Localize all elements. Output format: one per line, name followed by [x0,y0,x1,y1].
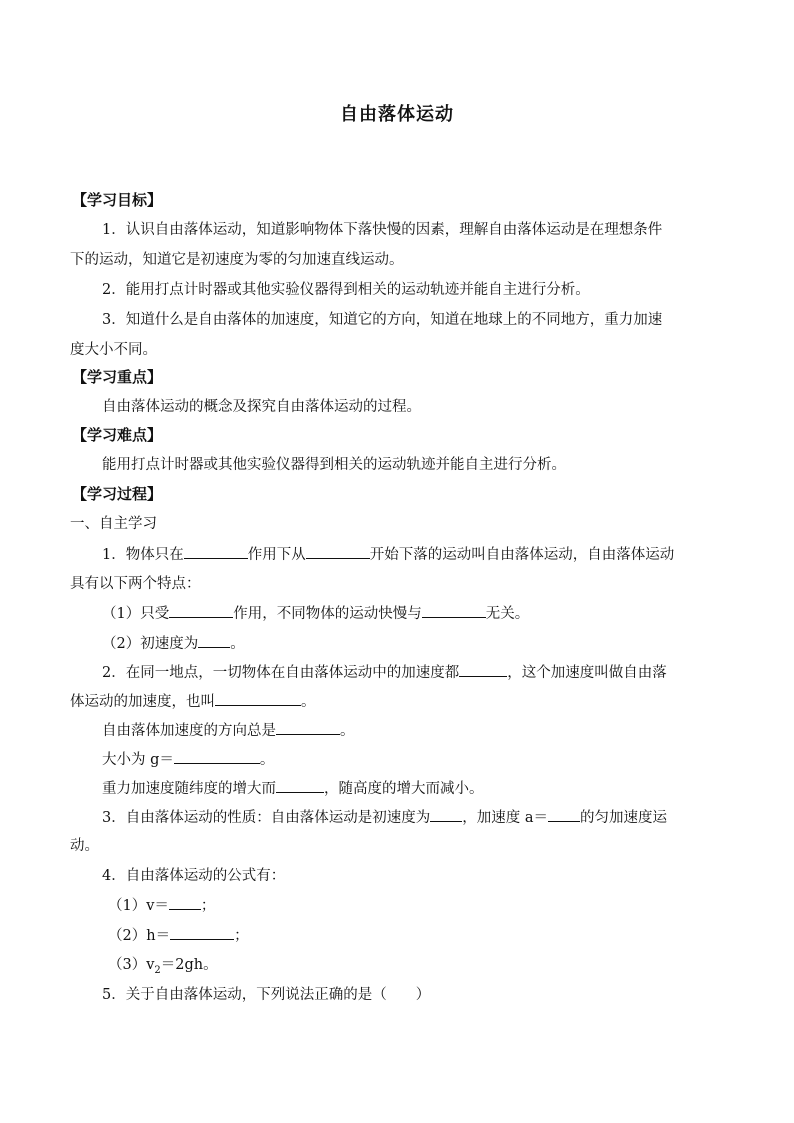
fill-blank[interactable] [198,633,230,648]
question-1-line-1: 1．物体只在 作用下从 开始下落的运动叫自由落体运动，自由落体运动 [102,544,674,565]
fill-blank[interactable] [422,603,486,618]
section-heading-key: 【学习重点】 [72,368,163,386]
difficulty-text: 能用打点计时器或其他实验仪器得到相关的运动轨迹并能自主进行分析。 [102,457,566,473]
fill-blank[interactable] [276,720,340,735]
goal-1-line-1: 1．认识自由落体运动，知道影响物体下落快慢的因素，理解自由落体运动是在理想条件 [102,222,663,238]
question-1-point-2: （2）初速度为 。 [102,633,245,654]
fill-blank[interactable] [430,807,462,822]
part-1-heading: 一、自主学习 [70,516,157,532]
fill-blank[interactable] [306,544,370,559]
question-2-magnitude: 大小为 g＝ 。 [102,749,274,770]
question-3-line-1: 3．自由落体运动的性质：自由落体运动是初速度为 ，加速度 a＝ 的匀加速度运 [102,807,667,828]
fill-blank[interactable] [276,778,324,793]
question-2-latitude: 重力加速度随纬度的增大而 ，随高度的增大而减小。 [102,778,484,799]
fill-blank[interactable] [215,691,301,706]
question-3-line-2: 动。 [70,838,99,854]
question-2-line-2: 体运动的加速度，也叫 。 [70,691,316,712]
key-points-text: 自由落体运动的概念及探究自由落体运动的过程。 [102,399,421,415]
fill-blank[interactable] [174,749,260,764]
question-2-line-1: 2．在同一地点，一切物体在自由落体运动中的加速度都 ，这个加速度叫做自由落 [102,662,667,683]
fill-blank[interactable] [459,662,507,677]
fill-blank[interactable] [170,925,234,940]
goal-3-line-1: 3．知道什么是自由落体的加速度，知道它的方向，知道在地球上的不同地方，重力加速 [102,312,663,328]
question-5: 5．关于自由落体运动，下列说法正确的是（ ） [102,987,431,1003]
section-heading-process: 【学习过程】 [72,485,163,503]
goal-2: 2．能用打点计时器或其他实验仪器得到相关的运动轨迹并能自主进行分析。 [102,282,590,298]
question-4-heading: 4．自由落体运动的公式有： [102,868,286,884]
section-heading-goals: 【学习目标】 [72,191,163,209]
question-1-line-2: 具有以下两个特点： [70,576,201,592]
section-heading-difficulty: 【学习难点】 [72,426,163,444]
fill-blank[interactable] [169,603,233,618]
question-2-direction: 自由落体加速度的方向总是 。 [102,720,355,741]
goal-1-line-2: 下的运动，知道它是初速度为零的匀加速直线运动。 [70,252,404,268]
goal-3-line-2: 度大小不同。 [70,342,157,358]
page-title: 自由落体运动 [340,104,454,125]
fill-blank[interactable] [169,895,201,910]
question-1-point-1: （1）只受 作用，不同物体的运动快慢与 无关。 [102,603,529,624]
fill-blank[interactable] [184,544,248,559]
formula-3: $(3)v_2=2gh$。 [108,957,218,976]
formula-1: （1）v＝ ； [108,895,215,916]
fill-blank[interactable] [548,807,580,822]
formula-2: （2）h＝ ； [108,925,249,946]
